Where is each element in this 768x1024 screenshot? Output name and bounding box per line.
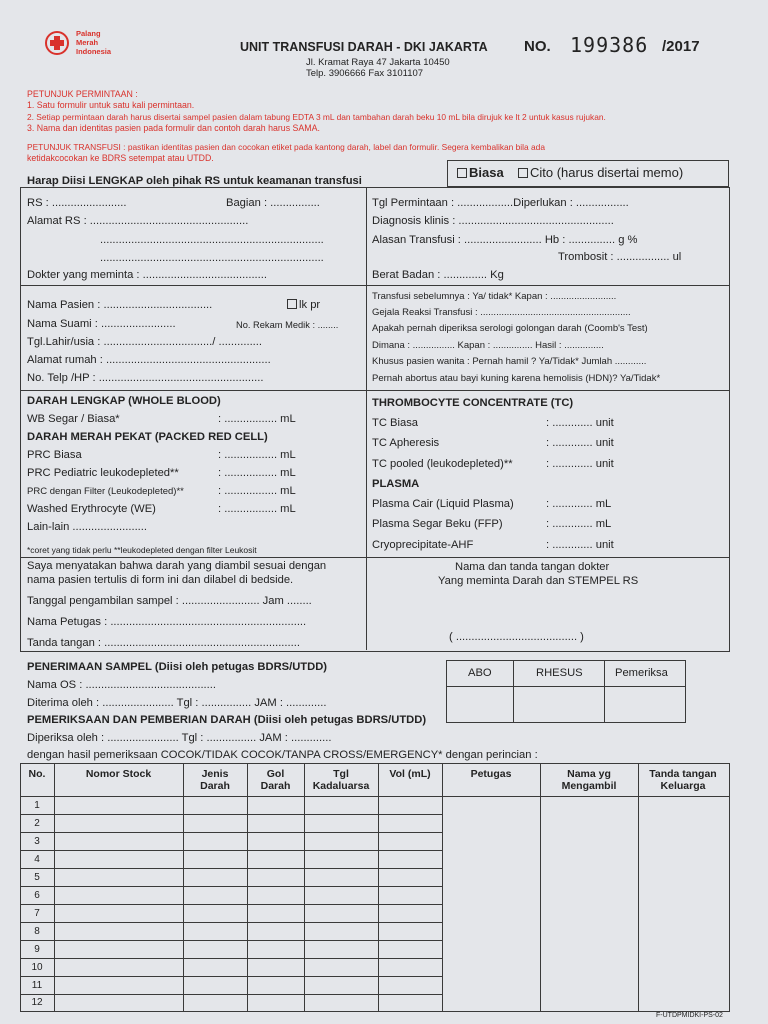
- prc-title: DARAH MERAH PEKAT (PACKED RED CELL): [27, 431, 268, 443]
- col-header-stock: Nomor Stock: [85, 768, 152, 780]
- table-row-number: 11: [31, 980, 43, 991]
- exam-title: PEMERIKSAAN DAN PEMBERIAN DARAH (Diisi oleh petugas BDRS/UTDD): [27, 714, 427, 726]
- plasma-item-label: Plasma Segar Beku (FFP): [372, 518, 503, 530]
- form-year: /2017: [662, 38, 700, 55]
- prc-item-label: Washed Erythrocyte (WE): [27, 503, 156, 515]
- abo-cell[interactable]: [447, 687, 513, 721]
- prc-item-amount[interactable]: : ................. mL: [218, 449, 296, 461]
- prc-item-amount[interactable]: : ................. mL: [218, 503, 296, 515]
- col-header-blood-group: Gol Darah: [260, 768, 291, 792]
- sampling-date-field[interactable]: Tanggal pengambilan sampel : ......................... Jam ........: [27, 595, 312, 607]
- alamat-rs-continued[interactable]: ........................................................................: [100, 252, 324, 264]
- transfusion-instruction: ketidakcocokan ke BDRS setempat atau UTDD.: [27, 153, 214, 163]
- doctor-signature-field[interactable]: ( ....................................... ): [449, 631, 584, 643]
- table-row-number: 8: [34, 926, 40, 937]
- receipt-title: PENERIMAAN SAMPEL (Diisi oleh petugas BDRS/UTDD): [27, 661, 328, 673]
- instruction-line: 1. Satu formulir untuk satu kali permintaan.: [27, 100, 195, 110]
- tc-item-amount[interactable]: : ............. unit: [546, 417, 614, 429]
- table-row-number: 10: [31, 962, 43, 973]
- table-row-number: 4: [34, 854, 40, 865]
- table-row-number: 12: [31, 997, 43, 1008]
- prc-item-amount[interactable]: : ................. mL: [218, 485, 296, 497]
- clinical-diagnosis-field[interactable]: Diagnosis klinis : ..................................................: [372, 215, 614, 227]
- rhesus-cell[interactable]: [514, 687, 604, 721]
- priority-cito[interactable]: Cito (harus disertai memo): [518, 165, 683, 181]
- tc-item-amount[interactable]: : ............. unit: [546, 437, 614, 449]
- body-weight-field[interactable]: Berat Badan : .............. Kg: [372, 269, 504, 281]
- instruction-line: 2. Setiap permintaan darah harus disertai sampel pasien dalam tabung EDTA 3 mL dan tambahan darah beku 10 mL bila dirujuk ke lt 2 untuk kasus rujukan.: [27, 112, 606, 122]
- request-instructions-title: PETUNJUK PERMINTAAN :: [27, 89, 138, 99]
- priority-biasa[interactable]: Biasa: [457, 165, 504, 181]
- col-header-taker: Nama yg Mengambil: [561, 768, 617, 792]
- col-header-family-signature: Tanda tangan Keluarga: [649, 768, 717, 792]
- table-row-number: 1: [34, 800, 40, 811]
- tc-item-label: TC Biasa: [372, 417, 419, 429]
- prc-item-label: PRC Biasa: [27, 449, 82, 461]
- address: Jl. Kramat Raya 47 Jakarta 10450: [306, 57, 450, 68]
- table-row-number: 6: [34, 890, 40, 901]
- phone: Telp. 3906666 Fax 3101107: [306, 68, 424, 79]
- history-line[interactable]: Gejala Reaksi Transfusi : .........................................................: [372, 307, 631, 318]
- transfusion-instruction: PETUNJUK TRANSFUSI : pastikan identitas pasien dan cocokan etiket pada kantong darah, label dan formulir. Segera kembalikan bila ada: [27, 142, 545, 152]
- result-line: dengan hasil pemeriksaan COCOK/TIDAK COCOK/TANPA CROSS/EMERGENCY* dengan perincian :: [27, 749, 538, 761]
- footnote: *coret yang tidak perlu **leukodepleted dengan filter Leukosit: [27, 545, 257, 555]
- table-row-number: 3: [34, 836, 40, 847]
- doctor-label: Yang meminta Darah dan STEMPEL RS: [438, 575, 639, 587]
- tc-item-amount[interactable]: : ............. unit: [546, 458, 614, 470]
- received-by-field[interactable]: Diterima oleh : ....................... Tgl : ................ JAM : .............: [27, 697, 327, 709]
- table-row-number: 2: [34, 818, 40, 829]
- rhesus-header: RHESUS: [536, 667, 583, 679]
- table-row-number: 9: [34, 944, 40, 955]
- table-row-number: 7: [34, 908, 40, 919]
- col-header-volume: Vol (mL): [389, 768, 431, 780]
- examiner-header: Pemeriksa: [615, 667, 668, 679]
- history-line[interactable]: Dimana : ................ Kapan : ............... Hasil : ...............: [372, 340, 604, 351]
- medical-record-field[interactable]: No. Rekam Medik : ........: [236, 320, 339, 330]
- family-signature-cell[interactable]: [639, 797, 727, 1010]
- history-line[interactable]: Khusus pasien wanita : Pernah hamil ? Ya/Tidak* Jumlah ............: [372, 356, 647, 367]
- birth-date-field[interactable]: Tgl.Lahir/usia : .................................../ ..............: [27, 336, 263, 348]
- os-name-field[interactable]: Nama OS : ..........................................: [27, 679, 216, 691]
- prc-item-label: PRC Pediatric leukodepleted**: [27, 467, 179, 479]
- pmi-logo: [44, 30, 70, 56]
- prc-item-label: PRC dengan Filter (Leukodepleted)**: [27, 486, 184, 497]
- tc-title: THROMBOCYTE CONCENTRATE (TC): [372, 397, 574, 409]
- history-line[interactable]: Transfusi sebelumnya : Ya/ tidak* Kapan : .........................: [372, 291, 617, 302]
- taker-column-cell[interactable]: [541, 797, 638, 1010]
- instruction-line: 3. Nama dan identitas pasien pada formulir dan contoh darah harus SAMA.: [27, 123, 320, 133]
- sex-options[interactable]: lk pr: [287, 298, 320, 312]
- cryo-label: Cryoprecipitate-AHF: [372, 539, 474, 551]
- history-line[interactable]: Pernah abortus atau bayi kuning karena hemolisis (HDN)? Ya/Tidak*: [372, 373, 661, 384]
- col-header-officer: Petugas: [470, 768, 512, 780]
- form-title: UNIT TRANSFUSI DARAH - DKI JAKARTA: [240, 40, 488, 54]
- alamat-rs-continued[interactable]: ........................................................................: [100, 234, 324, 246]
- whole-blood-title: DARAH LENGKAP (WHOLE BLOOD): [27, 395, 221, 407]
- table-row-number: 5: [34, 872, 40, 883]
- plasma-item-label: Plasma Cair (Liquid Plasma): [372, 498, 514, 510]
- cryo-amount[interactable]: : ............. unit: [546, 539, 614, 551]
- col-header-blood-kind: Jenis Darah: [200, 768, 230, 792]
- form-number: 199386: [570, 33, 649, 57]
- alamat-rs-field[interactable]: Alamat RS : ...................................................: [27, 215, 249, 227]
- husband-name-field[interactable]: Nama Suami : ........................: [27, 318, 176, 330]
- col-header-expiry: Tgl Kadaluarsa: [312, 768, 370, 792]
- home-address-field[interactable]: Alamat rumah : .....................................................: [27, 354, 271, 366]
- plasma-item-amount[interactable]: : ............. mL: [546, 498, 612, 510]
- plasma-title: PLASMA: [372, 478, 420, 490]
- signature-field[interactable]: Tanda tangan : ...............................................................: [27, 637, 300, 649]
- tc-item-label: TC Apheresis: [372, 437, 440, 449]
- prc-item-amount[interactable]: : ................. mL: [218, 467, 296, 479]
- checkbox-icon[interactable]: [287, 299, 297, 309]
- fill-complete-note: Harap Diisi LENGKAP oleh pihak RS untuk keamanan transfusi: [27, 175, 362, 187]
- abo-header: ABO: [468, 667, 492, 679]
- doctor-label: Nama dan tanda tangan dokter: [455, 561, 610, 573]
- form-code: F-UTDPMIDKI-PS-02: [656, 1012, 723, 1019]
- officer-column-cell[interactable]: [443, 797, 540, 1010]
- requesting-doctor-field[interactable]: Dokter yang meminta : ........................................: [27, 269, 267, 281]
- phone-field[interactable]: No. Telp /HP : .....................................................: [27, 372, 264, 384]
- request-date-field[interactable]: Tgl Permintaan : ..................Diperlukan : .................: [372, 197, 629, 209]
- bagian-field[interactable]: Bagian : ................: [226, 197, 320, 209]
- thrombocyte-field[interactable]: Trombosit : ................. ul: [558, 251, 682, 263]
- logo-text: Palang Merah Indonesia: [76, 29, 112, 56]
- rs-field[interactable]: RS : ........................: [27, 197, 127, 209]
- wb-label: WB Segar / Biasa*: [27, 413, 120, 425]
- table-entry-area[interactable]: [55, 797, 442, 1010]
- plasma-item-amount[interactable]: : ............. mL: [546, 518, 612, 530]
- col-header-no: No.: [28, 768, 46, 780]
- wb-amount[interactable]: : ................. mL: [218, 413, 296, 425]
- statement-line: Saya menyatakan bahwa darah yang diambil sesuai dengan: [27, 560, 327, 572]
- history-line: Apakah pernah diperiksa serologi golongan darah (Coomb's Test): [372, 323, 648, 334]
- checkbox-icon[interactable]: [518, 168, 528, 178]
- tc-item-label: TC pooled (leukodepleted)**: [372, 458, 513, 470]
- patient-name-field[interactable]: Nama Pasien : ...................................: [27, 299, 213, 311]
- officer-name-field[interactable]: Nama Petugas : ...............................................................: [27, 616, 307, 628]
- examined-by-field[interactable]: Diperiksa oleh : ....................... Tgl : ................ JAM : .............: [27, 732, 332, 744]
- examiner-cell[interactable]: [605, 687, 684, 721]
- form-number-label: NO.: [524, 38, 551, 55]
- other-product-field[interactable]: Lain-lain ........................: [27, 521, 147, 533]
- checkbox-icon[interactable]: [457, 168, 467, 178]
- statement-line: nama pasien tertulis di form ini dan dilabel di bedside.: [27, 574, 294, 586]
- transfusion-reason-field[interactable]: Alasan Transfusi : ......................... Hb : ............... g %: [372, 234, 638, 246]
